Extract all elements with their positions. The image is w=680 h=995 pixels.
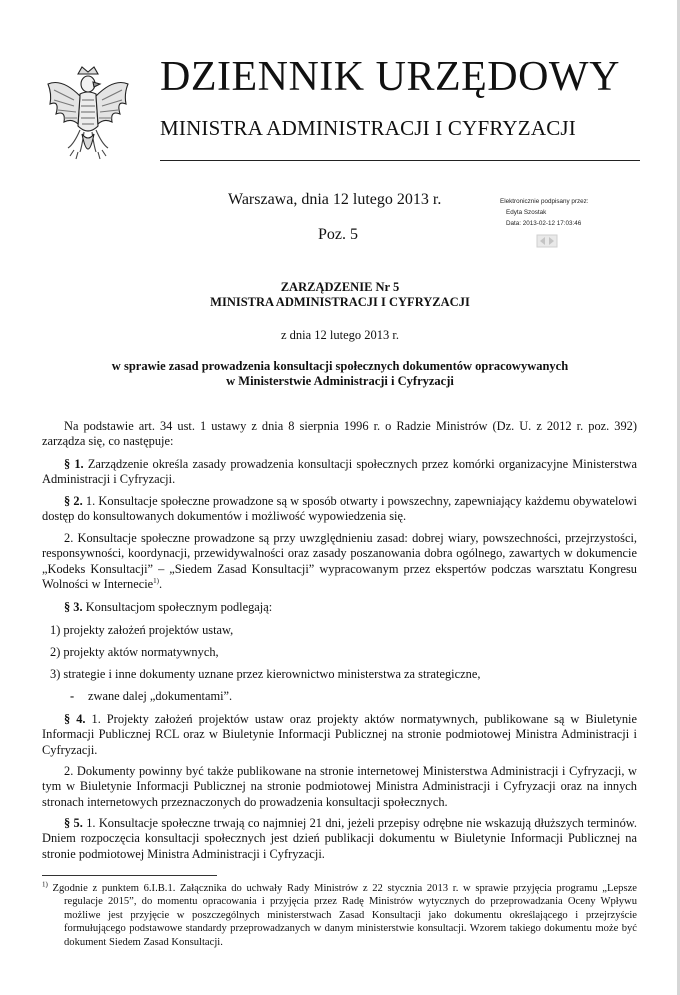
section-4-label: § 4. — [64, 712, 86, 726]
section-5-text: 1. Konsultacje społeczne trwają co najmniej 21 dni, jeżeli przepisy odrębne nie wskazują dłuższych terminów. Dniem rozpoczęcia konsultacji społecznych jest dzień publikacji dokumentu w Biuletynie Informacji Publicznej na stronie podmiotowej Ministra Administracji i Cyfryzacji. — [42, 816, 637, 861]
section-1-label: § 1. — [64, 457, 84, 471]
section-3-intro — [42, 600, 637, 615]
section-2-p2-end: . — [159, 577, 163, 592]
section-2-p2-text: 2. Konsultacje społeczne prowadzone są przy uwzględnieniu zasad: dobrej wiary, powszechności, przejrzystości, responsywności, koordynacji, przewidywalności oraz zasady poszanowania dobra ogólnego, zawartych w dokumencie „Kodeks Konsultacji” – „Siedem Zasad Konsultacji” wypracowanym przez ekspertów podczas warsztatu Kongresu Wolności w Internecie — [42, 531, 637, 592]
dash-bullet: - — [70, 689, 75, 703]
preamble: Na podstawie art. 34 ust. 1 ustawy z dnia 8 sierpnia 1996 r. o Radzie Ministrów (Dz. U. z 2012 r. poz. 392) zarządza się, co następuje: — [42, 419, 637, 449]
act-subject-line2: w Ministerstwie Administracji i Cyfryzacji — [226, 374, 454, 388]
place-date: Warszawa, dnia 12 lutego 2013 r. — [228, 191, 442, 208]
section-4-paragraph-1 — [42, 712, 637, 758]
section-5 — [42, 816, 637, 862]
signature-stamp-icon — [536, 230, 558, 252]
section-2-paragraph-2 — [42, 531, 637, 593]
list-item: 1) projekty założeń projektów ustaw, — [50, 623, 234, 637]
act-subject-line1: w sprawie zasad prowadzenia konsultacji społecznych dokumentów opracowywanych — [111, 359, 569, 373]
list-item: 2) projekty aktów normatywnych, — [50, 645, 219, 659]
section-4-p1-text: 1. Projekty założeń projektów ustaw oraz projekty aktów normatywnych, publikowane są w Biuletynie Informacji Publicznej RCL oraz w Biuletynie Informacji Publicznej na stronie podmiotowej Ministra Administracji i Cyfryzacji. — [42, 712, 637, 757]
list-item: 3) strategie i inne dokumenty uznane przez kierownictwo ministerstwa za strategiczne, — [50, 667, 481, 681]
footnote-body — [42, 882, 637, 949]
polish-eagle-emblem — [44, 64, 132, 168]
act-title-line1: ZARZĄDZENIE Nr 5 — [280, 280, 400, 294]
footnote-text: Zgodnie z punktem 6.I.B.1. Załącznika do uchwały Rady Ministrów z 22 stycznia 2013 r. w sprawie przyjęcia programu „Lepsze regulacje 2015”, do momentu opracowania i przyjęcia przez Radę Ministrów wytycznych do przeprowadzania Oceny Wpływu możliwe jest przyjęcie w poszczególnych ministerstwach Zasad Konsultacji jako dokumentu określającego i przejrzyście formułującego podstawowe standardy przeprowadzanych w danym ministerstwie konsultacji. Wzorem takiego dokumentu może być dokument Siedem Zasad Konsultacji. — [47, 883, 637, 948]
section-1 — [42, 457, 637, 488]
masthead-subtitle: MINISTRA ADMINISTRACJI I CYFRYZACJI — [160, 116, 576, 140]
act-subject — [0, 359, 680, 389]
act-title — [0, 280, 680, 310]
signature-date: Data: 2013-02-12 17:03:46 — [506, 220, 582, 227]
section-2-paragraph-1 — [42, 494, 637, 525]
signature-label: Elektronicznie podpisany przez: — [500, 198, 589, 205]
dash-list-item — [70, 689, 232, 704]
act-title-line2: MINISTRA ADMINISTRACJI I CYFRYZACJI — [210, 295, 470, 309]
footnote-ref: 1) — [153, 577, 160, 586]
masthead-title: DZIENNIK URZĘDOWY — [160, 54, 620, 100]
position-number: Poz. 5 — [318, 226, 358, 243]
footnote-divider — [42, 875, 217, 876]
act-date: z dnia 12 lutego 2013 r. — [280, 328, 400, 342]
dash-item-text: zwane dalej „dokumentami”. — [88, 689, 233, 703]
section-4-paragraph-2: 2. Dokumenty powinny być także publikowane na stronie internetowej Ministerstwa Administracji i Cyfryzacji, w tym w Biuletynie Informacji Publicznej na stronie podmiotowej Ministra Administracji i Cyfryzacji oraz na innych stronach internetowych przeznaczonych do prowadzenia konsultacji społecznych. — [42, 764, 637, 809]
section-2-label: § 2. — [64, 494, 83, 508]
section-1-text: Zarządzenie określa zasady prowadzenia konsultacji społecznych przez komórki organizacyjne Ministerstwa Administracji i Cyfryzacji. — [42, 457, 637, 487]
footnote-marker: 1) — [42, 880, 48, 889]
section-2-p1-text: 1. Konsultacje społeczne prowadzone są w sposób otwarty i powszechny, zapewniający każdemu obywatelowi dostęp do konsultowanych dokumentów i możliwość wypowiedzenia się. — [42, 494, 637, 524]
section-3-intro-text: Konsultacjom społecznym podlegają: — [82, 600, 273, 614]
footnote — [42, 882, 637, 949]
electronic-signature — [500, 197, 620, 257]
section-3-label: § 3. — [64, 600, 83, 614]
masthead-divider — [160, 160, 640, 161]
signature-name: Edyta Szostak — [506, 209, 547, 216]
section-5-label: § 5. — [64, 816, 83, 830]
